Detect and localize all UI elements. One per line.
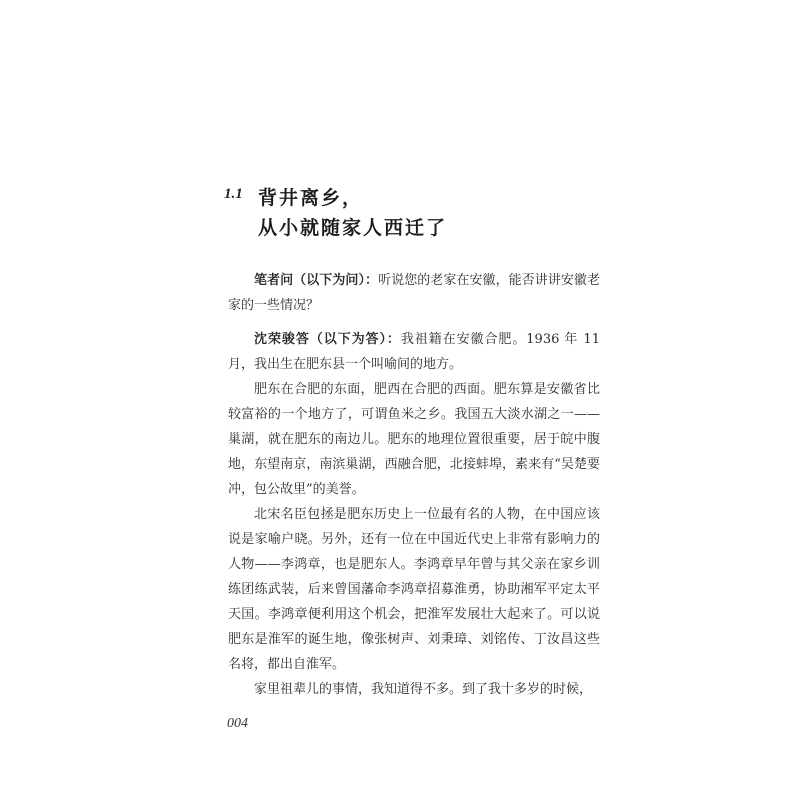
answer-text: 我祖籍在安徽合肥。1936 年 11 月，我出生在肥东县一个叫喻间的地方。: [228, 332, 600, 372]
body-paragraph: 北宋名臣包拯是肥东历史上一位最有名的人物，在中国应该说是家喻户晓。另外，还有一位在中国近代史上非常有影响力的人物——李鸿章，也是肥东人。李鸿章早年曾与其父亲在家乡训练团练武装，后来曾国藩命李鸿章招募淮勇，协助湘军平定太平天国。李鸿章便利用这个机会，把淮军发展壮大起来了。可以说肥东是淮军的诞生地，像张树声、刘秉璋、刘铭传、丁汝昌这些名将，都出自淮军。: [228, 507, 600, 672]
answer-paragraph: [228, 327, 600, 377]
page-number: 004: [227, 716, 248, 731]
section-number: 1.1: [224, 186, 243, 202]
body-text: [228, 268, 600, 702]
body-paragraph: 肥东在合肥的东面，肥西在合肥的西面。肥东算是安徽省比较富裕的一个地方了，可谓鱼米之乡。我国五大淡水湖之一——巢湖，就在肥东的南边儿。肥东的地理位置很重要，居于皖中腹地，东望南京，南滨巢湖，西融合肥，北接蚌埠，素来有“吴楚要冲，包公故里”的美誉。: [228, 382, 600, 497]
question-label: 笔者问（以下为问）：: [254, 273, 379, 288]
answer-label: 沈荣骏答（以下为答）：: [254, 332, 401, 347]
question-text: 听说您的老家在安徽，能否讲讲安徽老家的一些情况？: [228, 273, 600, 313]
body-paragraph: 家里祖辈儿的事情，我知道得不多。到了我十多岁的时候，: [254, 682, 593, 697]
section-title-line-1: 背井离乡，: [258, 187, 364, 209]
question-paragraph: [228, 268, 600, 318]
section-title-line-2: 从小就随家人西迁了: [258, 217, 448, 239]
